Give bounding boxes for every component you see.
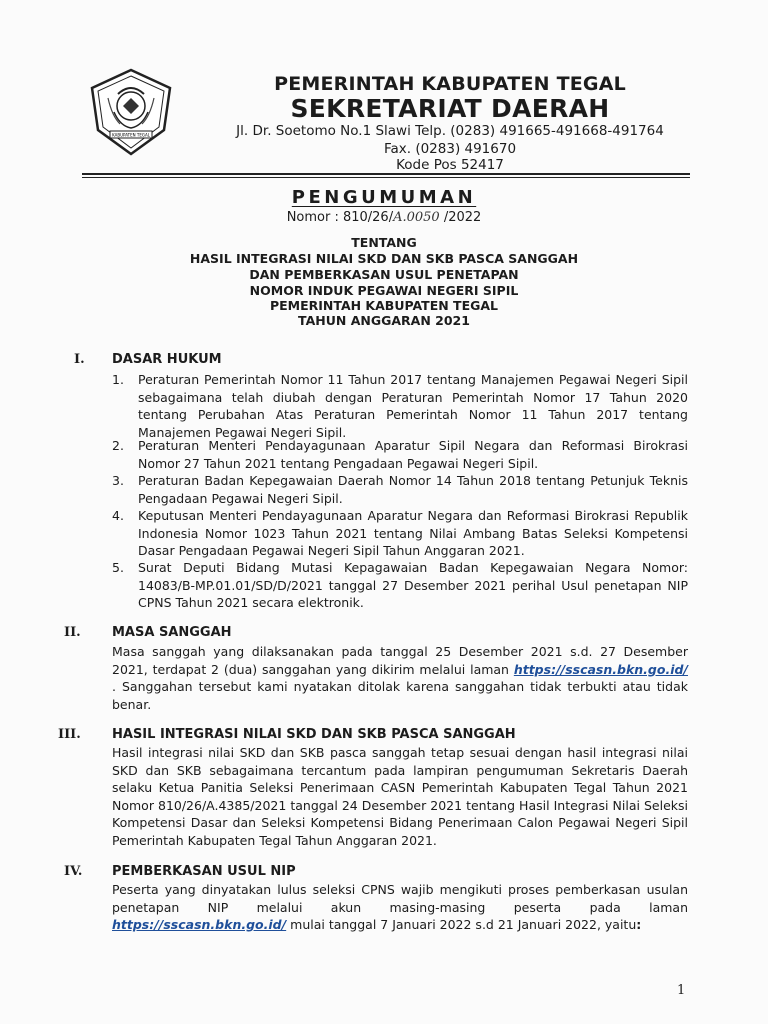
legal-basis-item (112, 507, 688, 560)
about-line: NOMOR INDUK PEGAWAI NEGERI SIPIL (249, 283, 519, 298)
number-prefix: Nomor : 810/26/ (286, 210, 394, 225)
legal-basis-item (112, 472, 688, 507)
letterhead-address: Jl. Dr. Soetomo No.1 Slawi Telp. (0283) 491665-491668-491764 (236, 123, 664, 139)
announcement-title: PENGUMUMAN (291, 187, 477, 208)
item-number: 2. (112, 438, 124, 453)
section-1-title: DASAR HUKUM (112, 352, 222, 367)
section-3-number: III. (58, 727, 81, 742)
number-suffix: /2022 (439, 210, 482, 225)
section-2-paragraph (112, 643, 688, 713)
letterhead-divider-thick (82, 173, 690, 175)
item-text: Peraturan Menteri Pendayagunaan Aparatur Sipil Negara dan Reformasi Birokrasi Nomor 27 Tahun 2021 tentang Pengadaan Pegawai Negeri Sipil. (138, 438, 688, 471)
letterhead-divider-thin (82, 177, 690, 178)
section-4-number: IV. (64, 864, 83, 879)
about-line: DAN PEMBERKASAN USUL PENETAPAN (249, 267, 519, 282)
sscasn-link[interactable]: https://sscasn.bkn.go.id/ (513, 661, 688, 677)
item-text: Peraturan Badan Kepegawaian Daerah Nomor 14 Tahun 2018 tentang Petunjuk Teknis Pengadaan Pegawai Negeri Sipil. (138, 473, 688, 506)
page-number: 1 (677, 983, 686, 998)
section-1-number: I. (74, 352, 85, 367)
item-number: 5. (112, 560, 124, 575)
section-4-text-before: Peserta yang dinyatakan lulus seleksi CPNS wajib mengikuti proses pemberkasan usulan penetapan NIP melalui akun masing-masing peserta pada laman (112, 882, 688, 915)
item-text: Keputusan Menteri Pendayagunaan Aparatur Negara dan Reformasi Birokrasi Republik Indonesia Nomor 1023 Tahun 2021 tentang Nilai Ambang Batas Seleksi Kompetensi Dasar Pengadaan Pegawai Negeri Sipil Tahun Anggaran 2021. (138, 508, 688, 559)
section-2-text-before: Masa sanggah yang dilaksanakan pada tanggal 25 Desember 2021 s.d. 27 Desember 2021, terdapat 2 (dua) sanggahan yang dikirim melalui laman (112, 644, 688, 677)
sscasn-link[interactable]: https://sscasn.bkn.go.id/ (112, 917, 287, 933)
letterhead-fax: Fax. (0283) 491670 (383, 141, 517, 157)
section-3-title: HASIL INTEGRASI NILAI SKD DAN SKB PASCA SANGGAH (112, 727, 516, 742)
section-4-title: PEMBERKASAN USUL NIP (112, 864, 296, 879)
item-number: 1. (112, 372, 124, 387)
item-number: 4. (112, 508, 124, 523)
about-line: TAHUN ANGGARAN 2021 (298, 313, 470, 328)
section-4-text-after: mulai tanggal 7 Januari 2022 s.d 21 Januari 2022, yaitu (286, 917, 637, 933)
announcement-title-wrap (0, 187, 768, 208)
number-handwritten: A.0050 (393, 210, 440, 225)
legal-basis-item (112, 371, 688, 441)
item-number: 3. (112, 473, 124, 488)
about-line: PEMERINTAH KABUPATEN TEGAL (269, 298, 499, 313)
letterhead-office: SEKRETARIAT DAERAH (290, 94, 610, 123)
section-3-paragraph: Hasil integrasi nilai SKD dan SKB pasca sanggah tetap sesuai dengan hasil integrasi nilai SKD dan SKB sebagaimana tercantum pada lampiran pengumuman Sekretaris Daerah selaku Ketua Panitia Seleksi Penerimaan CASN Pemerintah Kabupaten Tegal Tahun 2021 Nomor 810/26/A.4385/2021 tanggal 24 Desember 2021 tentang Hasil Integrasi Nilai Seleksi Kompetensi Dasar dan Seleksi Kompetensi Bidang Penerimaan Calon Pegawai Negeri Sipil Pemerintah Kabupaten Tegal Tahun Anggaran 2021. (112, 745, 688, 848)
section-2-title: MASA SANGGAH (112, 625, 232, 640)
emblem-label: KABUPATEN TEGAL (112, 132, 150, 138)
section-4-paragraph (112, 881, 688, 934)
announcement-number (0, 210, 768, 225)
about-line: HASIL INTEGRASI NILAI SKD DAN SKB PASCA SANGGAH (189, 251, 579, 266)
section-4-colon: : (636, 917, 642, 933)
section-2-text-after: . Sanggahan tersebut kami nyatakan ditolak karena sanggahan tidak terbukti atau tidak benar. (112, 679, 688, 712)
legal-basis-item (112, 437, 688, 472)
legal-basis-item (112, 559, 688, 612)
letterhead-organization: PEMERINTAH KABUPATEN TEGAL (274, 73, 626, 95)
item-text: Surat Deputi Bidang Mutasi Kepagawaian Badan Kepegawaian Negara Nomor: 14083/B-MP.01.01/SD/D/2021 tanggal 27 Desember 2021 perihal Usul penetapan NIP CPNS Tahun 2021 secara elektronik. (138, 560, 688, 611)
section-2-number: II. (64, 625, 81, 640)
letterhead-postal-code: Kode Pos 52417 (396, 157, 504, 173)
item-text: Peraturan Pemerintah Nomor 11 Tahun 2017 tentang Manajemen Pegawai Negeri Sipil sebagaimana telah diubah dengan Peraturan Pemerintah Nomor 17 Tahun 2020 tentang Perubahan Atas Peraturan Pemerintah Nomor 11 Tahun 2017 tentang Manajemen Pegawai Negeri Sipil. (138, 372, 688, 440)
regency-emblem-icon (90, 68, 172, 156)
about-line: TENTANG (351, 235, 417, 250)
